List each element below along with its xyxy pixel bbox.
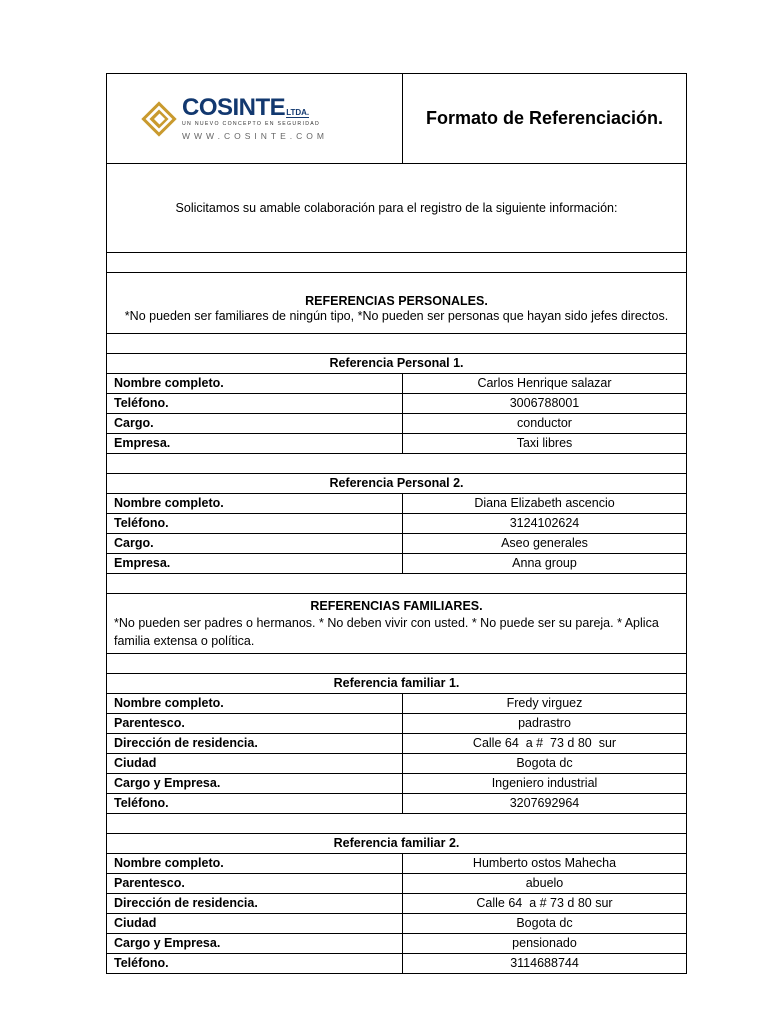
- table-row: [107, 694, 687, 714]
- field-value: Calle 64 a # 73 d 80 sur: [403, 734, 687, 754]
- field-value: Carlos Henrique salazar: [403, 374, 687, 394]
- field-value: abuelo: [403, 874, 687, 894]
- table-row: [107, 774, 687, 794]
- logo-slogan: UN NUEVO CONCEPTO EN SEGURIDAD: [182, 120, 321, 127]
- field-value: Bogota dc: [403, 754, 687, 774]
- field-value: Calle 64 a # 73 d 80 sur: [403, 894, 687, 914]
- family-section-header: [107, 594, 687, 654]
- field-label: Ciudad: [107, 914, 403, 934]
- field-label: Cargo y Empresa.: [107, 934, 403, 954]
- field-value: padrastro: [403, 714, 687, 734]
- field-label: Parentesco.: [107, 714, 403, 734]
- table-row: [107, 434, 687, 454]
- field-value: 3124102624: [403, 514, 687, 534]
- field-value: 3006788001: [403, 394, 687, 414]
- field-value: 3114688744: [403, 954, 687, 974]
- form-title: Formato de Referenciación.: [403, 74, 687, 164]
- logo-text: [182, 93, 328, 142]
- spacer-row: [107, 574, 687, 594]
- field-label: Teléfono.: [107, 394, 403, 414]
- field-label: Empresa.: [107, 434, 403, 454]
- field-value: Bogota dc: [403, 914, 687, 934]
- field-label: Parentesco.: [107, 874, 403, 894]
- field-label: Dirección de residencia.: [107, 894, 403, 914]
- table-row: [107, 374, 687, 394]
- intro-row: [107, 164, 687, 253]
- table-row: [107, 714, 687, 734]
- logo-cell: [107, 74, 403, 164]
- spacer-row: [107, 814, 687, 834]
- reference-title: Referencia familiar 1.: [107, 674, 687, 694]
- diamond-logo-icon: [141, 101, 177, 137]
- reference-form: [106, 73, 686, 974]
- field-value: Diana Elizabeth ascencio: [403, 494, 687, 514]
- table-row: [107, 914, 687, 934]
- field-label: Nombre completo.: [107, 694, 403, 714]
- family-section-heading: REFERENCIAS FAMILIARES.: [310, 599, 483, 613]
- table-row: [107, 534, 687, 554]
- personal-section-heading: REFERENCIAS PERSONALES.: [305, 294, 488, 308]
- field-value: 3207692964: [403, 794, 687, 814]
- table-row: [107, 554, 687, 574]
- field-label: Teléfono.: [107, 514, 403, 534]
- field-label: Cargo y Empresa.: [107, 774, 403, 794]
- logo-website: WWW.COSINTE.COM: [182, 130, 328, 141]
- reference-title: Referencia Personal 2.: [107, 474, 687, 494]
- table-row: [107, 754, 687, 774]
- spacer-row: [107, 334, 687, 354]
- field-label: Teléfono.: [107, 794, 403, 814]
- table-row: [107, 954, 687, 974]
- reference-title-row: [107, 674, 687, 694]
- table-row: [107, 794, 687, 814]
- field-label: Ciudad: [107, 754, 403, 774]
- personal-section-note: *No pueden ser familiares de ningún tipo, *No pueden ser personas que hayan sido jefes directos.: [124, 309, 669, 323]
- field-value: conductor: [403, 414, 687, 434]
- table-row: [107, 934, 687, 954]
- field-label: Empresa.: [107, 554, 403, 574]
- field-value: Ingeniero industrial: [403, 774, 687, 794]
- table-row: [107, 854, 687, 874]
- company-logo: [107, 93, 402, 142]
- table-row: [107, 894, 687, 914]
- form-table: [106, 73, 687, 974]
- intro-text: Solicitamos su amable colaboración para el registro de la siguiente información:: [107, 164, 687, 253]
- field-label: Nombre completo.: [107, 374, 403, 394]
- reference-title-row: [107, 834, 687, 854]
- field-value: Anna group: [403, 554, 687, 574]
- table-row: [107, 734, 687, 754]
- field-label: Dirección de residencia.: [107, 734, 403, 754]
- table-row: [107, 514, 687, 534]
- table-row: [107, 874, 687, 894]
- table-row: [107, 414, 687, 434]
- personal-section-header: [107, 273, 687, 334]
- logo-suffix: LTDA.: [286, 107, 310, 117]
- table-row: [107, 394, 687, 414]
- reference-title: Referencia Personal 1.: [107, 354, 687, 374]
- logo-name: COSINTE: [182, 93, 286, 121]
- reference-title-row: [107, 474, 687, 494]
- spacer-row: [107, 654, 687, 674]
- field-label: Nombre completo.: [107, 854, 403, 874]
- field-label: Teléfono.: [107, 954, 403, 974]
- spacer-row: [107, 454, 687, 474]
- field-value: Fredy virguez: [403, 694, 687, 714]
- field-label: Cargo.: [107, 534, 403, 554]
- table-row: [107, 494, 687, 514]
- header-row: [107, 74, 687, 164]
- field-value: Taxi libres: [403, 434, 687, 454]
- field-value: Aseo generales: [403, 534, 687, 554]
- reference-title-row: [107, 354, 687, 374]
- field-value: pensionado: [403, 934, 687, 954]
- reference-title: Referencia familiar 2.: [107, 834, 687, 854]
- spacer-row: [107, 253, 687, 273]
- family-section-note: *No pueden ser padres o hermanos. * No deben vivir con usted. * No puede ser su pareja. * Aplica familia extensa o política.: [114, 616, 659, 648]
- field-label: Nombre completo.: [107, 494, 403, 514]
- field-value: Humberto ostos Mahecha: [403, 854, 687, 874]
- field-label: Cargo.: [107, 414, 403, 434]
